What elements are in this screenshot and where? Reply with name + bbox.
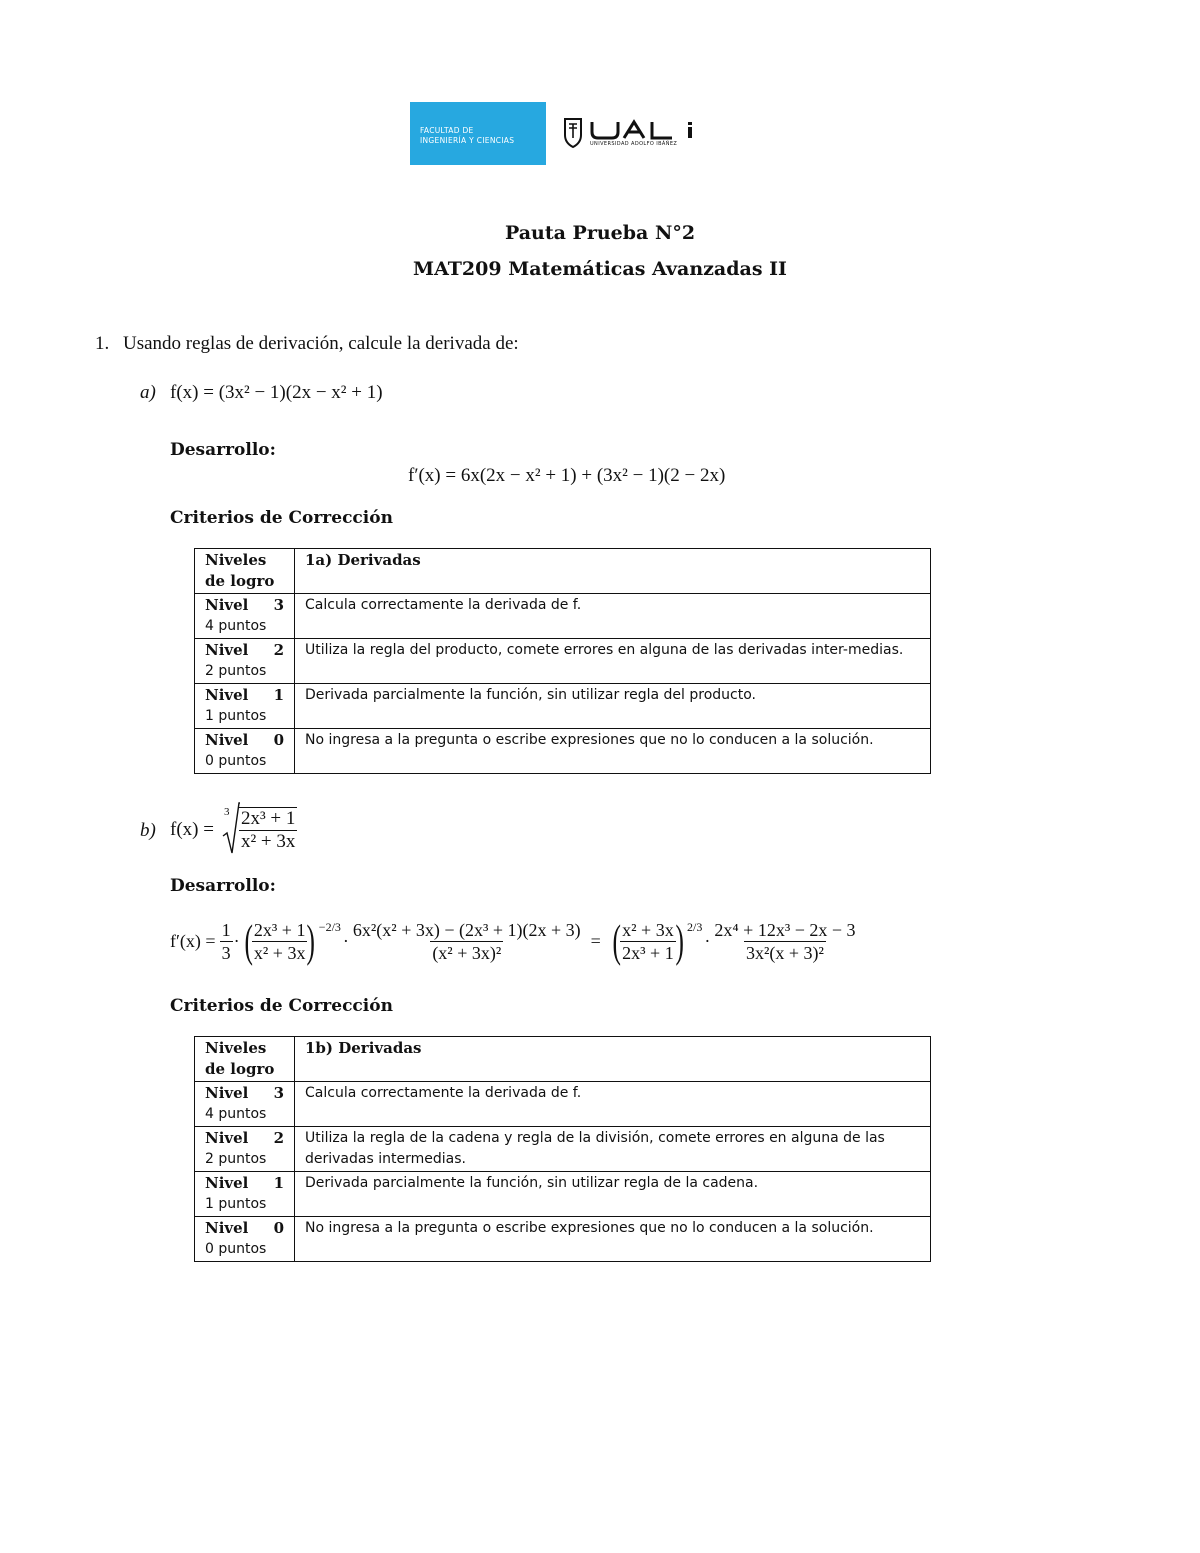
part-a-function: f(x) = (3x² − 1)(2x − x² + 1): [170, 382, 383, 403]
university-name: UNIVERSIDAD ADOLFO IBÁÑEZ: [590, 141, 678, 147]
table-header-derivadas: 1b) Derivadas: [295, 1037, 931, 1082]
document-title: Pauta Prueba N°2: [504, 222, 696, 244]
question-prompt: Usando reglas de derivación, calcule la derivada de:: [123, 333, 519, 354]
table-header-levels: Niveles de logro: [195, 549, 295, 594]
cube-root: 3 $\frac{\text{2x³ + 1}}{\text{x² + 3x}}$: [222, 802, 297, 858]
part-a-label: a): [140, 382, 156, 403]
criteria-table-a: [194, 548, 931, 774]
table-row: Nivel 3 4 puntos Calcula correctamente la derivada de f.: [195, 1082, 931, 1127]
table-row: Nivel 2 2 puntos Utiliza la regla del producto, comete errores en alguna de las derivadas inter-medias.: [195, 639, 931, 684]
row-description: Calcula correctamente la derivada de f.: [295, 1082, 931, 1127]
part-a-criteria-heading: Criterios de Corrección: [170, 508, 393, 528]
table-header-levels: Niveles de logro: [195, 1037, 295, 1082]
university-logo: [562, 116, 702, 152]
row-description: No ingresa a la pregunta o escribe expresiones que no lo conducen a la solución.: [295, 729, 931, 774]
question-number: 1.: [95, 333, 110, 354]
row-description: Calcula correctamente la derivada de f.: [295, 594, 931, 639]
table-row: Nivel 2 2 puntos Utiliza la regla de la cadena y regla de la división, comete errores en alguna de las derivadas intermedias.: [195, 1127, 931, 1172]
table-header-row: [195, 549, 931, 594]
faculty-logo: [410, 102, 546, 165]
table-header-derivadas: 1a) Derivadas: [295, 549, 931, 594]
row-description: Utiliza la regla de la cadena y regla de la división, comete errores en alguna de las derivadas intermedias.: [295, 1127, 931, 1172]
row-description: Derivada parcialmente la función, sin utilizar regla de la cadena.: [295, 1172, 931, 1217]
part-b-criteria-heading: Criterios de Corrección: [170, 996, 393, 1016]
part-b-derivative: f′(x) = $\frac{1}{3}$ · ( $\frac{\text{2x³ + 1}}{\text{x² + 3x}}$ ) −2/3 · $\frac{\text{6x²(x² + 3x) − (2x³ + 1)(2x + 3)}}{\text{(x² + 3x)²}}$ = ( $\frac{\text{x² + 3x}}{\text{2x³ + 1}}$ ) 2/3 · $\frac{\text{2x⁴ + 12x³ − 2x − 3}}{\text{3x²(x + 3)²}}$: [170, 915, 856, 966]
row-description: No ingresa a la pregunta o escribe expresiones que no lo conducen a la solución.: [295, 1217, 931, 1262]
row-description: Derivada parcialmente la función, sin utilizar regla del producto.: [295, 684, 931, 729]
table-row: Nivel 1 1 puntos Derivada parcialmente la función, sin utilizar regla de la cadena.: [195, 1172, 931, 1217]
part-b-label: b): [140, 820, 156, 841]
criteria-table-b: [194, 1036, 931, 1262]
document-subtitle: MAT209 Matemáticas Avanzadas II: [413, 258, 787, 280]
table-row: Nivel 0 0 puntos No ingresa a la pregunta o escribe expresiones que no lo conducen a la solución.: [195, 1217, 931, 1262]
part-b-function: f(x) = 3 $\frac{\text{2x³ + 1}}{\text{x² + 3x}}$: [170, 802, 297, 858]
part-b-desarrollo-label: Desarrollo:: [170, 876, 276, 896]
table-row: Nivel 1 1 puntos Derivada parcialmente la función, sin utilizar regla del producto.: [195, 684, 931, 729]
part-a-desarrollo-label: Desarrollo:: [170, 440, 276, 460]
part-a-derivative: f′(x) = 6x(2x − x² + 1) + (3x² − 1)(2 − 2x): [408, 465, 726, 486]
table-header-row: [195, 1037, 931, 1082]
row-description: Utiliza la regla del producto, comete errores en alguna de las derivadas inter-medias.: [295, 639, 931, 684]
faculty-line2: INGENIERÍA Y CIENCIAS: [420, 136, 515, 145]
faculty-line1: FACULTAD DE: [420, 126, 474, 135]
table-row: Nivel 0 0 puntos No ingresa a la pregunta o escribe expresiones que no lo conducen a la solución.: [195, 729, 931, 774]
table-row: Nivel 3 4 puntos Calcula correctamente la derivada de f.: [195, 594, 931, 639]
